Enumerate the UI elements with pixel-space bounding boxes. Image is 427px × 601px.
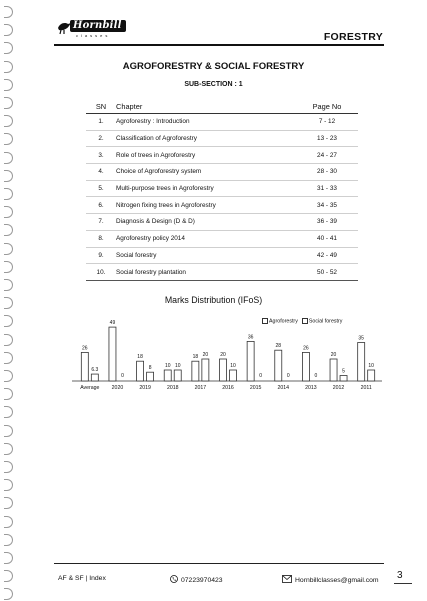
data-label: 35 (358, 335, 364, 342)
data-label: 28 (275, 343, 282, 350)
row-chapter: Nitrogen fixing trees in Agroforestry (116, 197, 296, 214)
bar-social-forestry (230, 370, 237, 381)
data-label: 26 (303, 345, 309, 352)
logo-subtext: classes (76, 33, 111, 38)
data-label: 18 (137, 354, 143, 361)
x-tick-label: 2015 (249, 385, 262, 391)
row-sn: 4. (86, 164, 116, 181)
x-tick-label: 2020 (111, 385, 124, 391)
x-tick-label: Average (80, 385, 100, 391)
chart-title: Marks Distribution (IFoS) (164, 295, 263, 305)
bar-agroforestry (275, 350, 282, 381)
row-chapter: Social forestry plantation (116, 264, 296, 281)
data-label: 20 (220, 352, 226, 358)
column-header-page: Page No (296, 100, 358, 114)
bar-social-forestry (147, 372, 154, 381)
x-tick-label: 2012 (332, 385, 345, 391)
legend-label: Social forestry (308, 318, 343, 325)
x-tick-label: 2018 (166, 385, 179, 391)
bar-agroforestry (302, 352, 309, 381)
footer-phone (170, 575, 223, 584)
data-label: 10 (368, 363, 374, 369)
data-label: 18 (192, 354, 199, 361)
bar-agroforestry (109, 327, 116, 381)
row-chapter: Social forestry (116, 247, 296, 264)
bar-social-forestry (202, 359, 209, 381)
row-pages: 7 - 12 (296, 114, 358, 131)
row-sn: 9. (86, 247, 116, 264)
data-label: 10 (174, 363, 181, 369)
footer-email (282, 575, 379, 584)
data-label: 0 (121, 373, 124, 379)
row-sn: 5. (86, 180, 116, 197)
bar-social-forestry (91, 374, 98, 381)
column-header-sn: SN (86, 100, 116, 114)
bar-social-forestry (368, 370, 375, 381)
data-label: 26 (82, 345, 88, 352)
email-icon (282, 575, 292, 583)
data-label: 5 (342, 368, 345, 375)
row-pages: 13 - 23 (296, 130, 358, 147)
page-title: AGROFORESTRY & SOCIAL FORESTRY (122, 61, 305, 72)
row-chapter: Agroforestry policy 2014 (116, 230, 296, 247)
row-pages: 36 - 39 (296, 214, 358, 231)
x-tick-label: 2019 (139, 385, 151, 391)
row-pages: 28 - 30 (296, 164, 358, 181)
bar-agroforestry (164, 370, 171, 381)
row-sn: 6. (86, 197, 116, 214)
x-tick-label: 2016 (222, 385, 234, 391)
data-label: 20 (202, 352, 209, 358)
footer-phone-number: 07223970423 (181, 577, 223, 584)
data-label: 8 (148, 365, 152, 372)
column-header-chapter: Chapter (116, 100, 296, 114)
row-chapter: Agroforestry : Introduction (116, 114, 296, 131)
subject-heading: FORESTRY (323, 31, 383, 43)
bar-agroforestry (192, 361, 199, 381)
subsection-label: SUB-SECTION : 1 (184, 81, 243, 88)
row-chapter: Choice of Agroforestry system (116, 164, 296, 181)
row-sn: 10. (86, 264, 116, 281)
data-label: 0 (259, 373, 263, 379)
footer-rule (54, 563, 384, 564)
row-sn: 3. (86, 147, 116, 164)
row-sn: 1. (86, 114, 116, 131)
row-chapter: Classification of Agroforestry (116, 130, 296, 147)
bar-agroforestry (137, 361, 144, 381)
row-sn: 8. (86, 230, 116, 247)
footer-label: AF & SF | Index (58, 575, 106, 582)
bar-agroforestry (220, 359, 227, 381)
row-pages: 24 - 27 (296, 147, 358, 164)
logo-text: Hornbill (73, 20, 122, 31)
bar-agroforestry (247, 341, 254, 381)
row-chapter: Diagnosis & Design (D & D) (116, 214, 296, 231)
data-label: 10 (164, 363, 171, 369)
bar-agroforestry (358, 343, 365, 382)
data-label: 6.3 (91, 367, 99, 374)
row-pages: 34 - 35 (296, 197, 358, 214)
data-label: 10 (230, 363, 236, 369)
data-label: 20 (330, 352, 337, 358)
page-number: 3 (397, 570, 403, 581)
row-pages: 42 - 49 (296, 247, 358, 264)
row-pages: 31 - 33 (296, 180, 358, 197)
data-label: 36 (247, 334, 254, 341)
data-label: 0 (286, 373, 290, 379)
row-pages: 40 - 41 (296, 230, 358, 247)
row-sn: 2. (86, 130, 116, 147)
bar-agroforestry (330, 359, 337, 381)
bar-social-forestry (340, 376, 347, 382)
bar-agroforestry (81, 352, 88, 381)
data-label: 49 (109, 320, 116, 327)
bar-social-forestry (174, 370, 181, 381)
row-chapter: Multi-purpose trees in Agroforestry (116, 180, 296, 197)
x-tick-label: 2013 (305, 385, 317, 391)
x-tick-label: 2014 (277, 385, 290, 391)
x-tick-label: 2017 (194, 385, 207, 391)
data-label: 0 (314, 373, 318, 379)
x-tick-label: 2011 (360, 385, 372, 391)
legend-label: Agroforestry (269, 318, 298, 325)
row-chapter: Role of trees in Agroforestry (116, 147, 296, 164)
footer-email-address: Hornbillclasses@gmail.com (295, 577, 379, 584)
row-sn: 7. (86, 214, 116, 231)
page-number-rule (394, 583, 412, 584)
phone-icon (170, 575, 178, 583)
row-pages: 50 - 52 (296, 264, 358, 281)
